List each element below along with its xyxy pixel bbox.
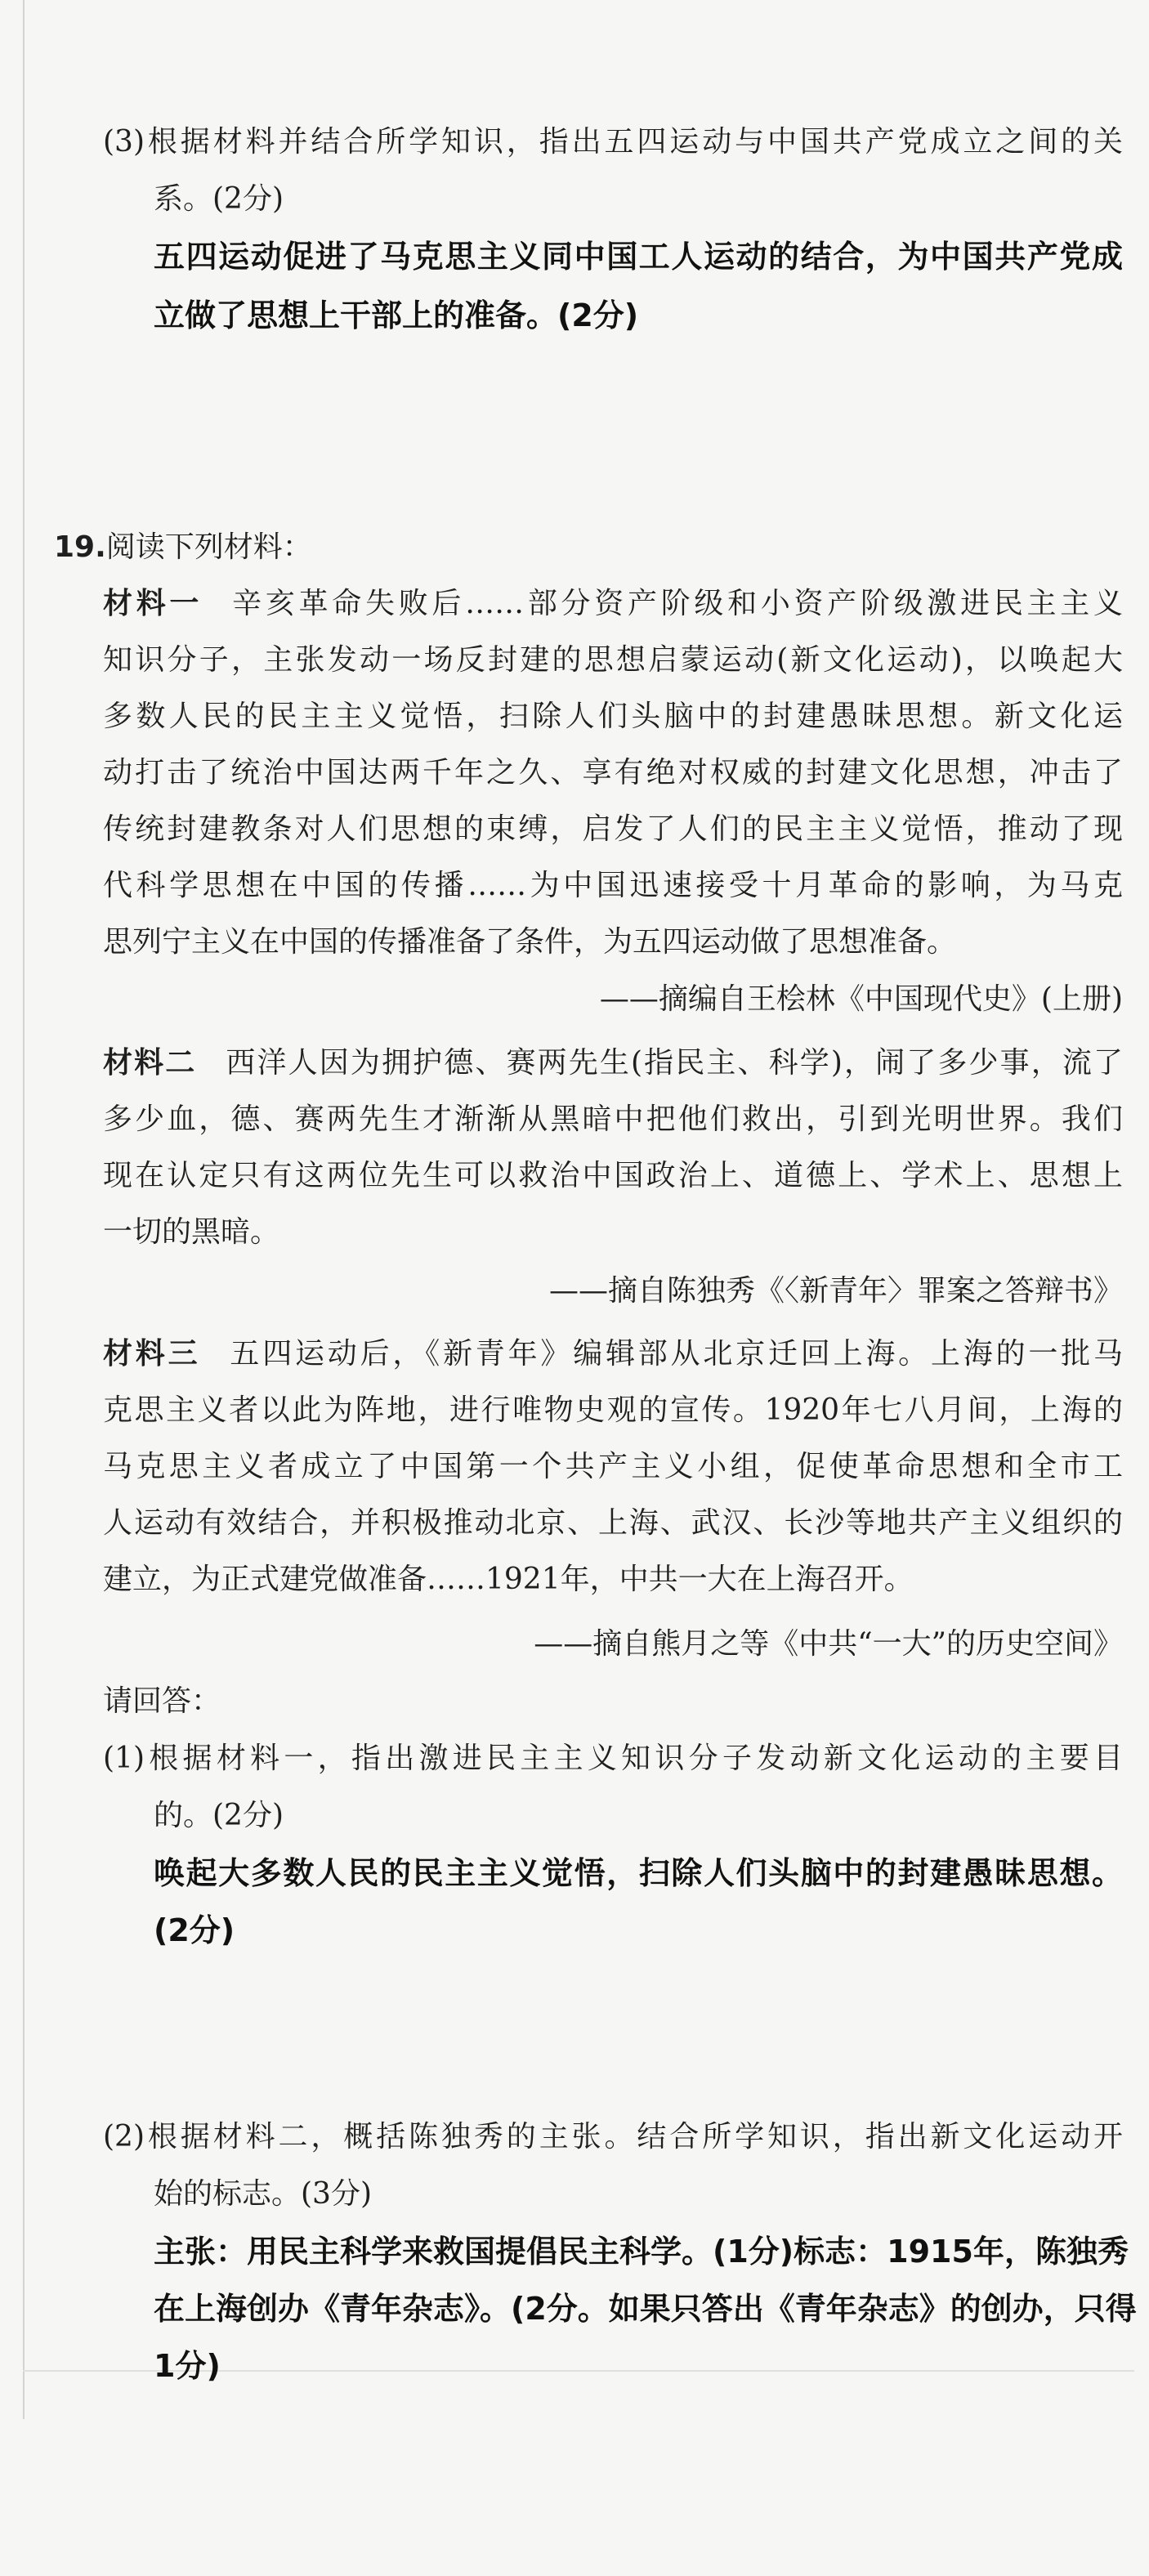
material-3-line-2: 克思主义者以此为阵地，进行唯物史观的宣传。1920年七八月间，上海的 xyxy=(103,1393,1123,1427)
material-1-line-1: 材料一 辛亥革命失败后……部分资产阶级和小资产阶级激进民主主义 xyxy=(103,587,1123,620)
material-2-source: ——摘自陈独秀《〈新青年〉罪案之答辩书》 xyxy=(548,1274,1123,1308)
material-2-line-4: 一切的黑暗。 xyxy=(103,1215,280,1249)
material-3-line-3: 马克思主义者成立了中国第一个共产主义小组，促使革命思想和全市工 xyxy=(103,1450,1123,1483)
q19-2-answer-line-2: 在上海创办《青年杂志》。(2分。如果只答出《青年杂志》的创办，只得 xyxy=(154,2291,1137,2327)
material-1-source: ——摘编自王桧林《中国现代史》(上册) xyxy=(599,982,1123,1016)
material-2-line-2: 多少血，德、赛两先生才渐渐从黑暗中把他们救出，引到光明世界。我们 xyxy=(103,1102,1123,1136)
q18-3-answer-line-1: 五四运动促进了马克思主义同中国工人运动的结合，为中国共产党成 xyxy=(154,239,1123,275)
q18-3-prompt-line-1: (3)根据材料并结合所学知识，指出五四运动与中国共产党成立之间的关 xyxy=(103,125,1123,159)
material-3-line-5: 建立，为正式建党做准备……1921年，中共一大在上海召开。 xyxy=(103,1563,914,1596)
material-1-line-7: 思列宁主义在中国的传播准备了条件，为五四运动做了思想准备。 xyxy=(103,925,957,959)
q19-2-prompt-line-2: 始的标志。(3分) xyxy=(154,2177,372,2211)
material-1-line-2: 知识分子，主张发动一场反封建的思想启蒙运动(新文化运动)，以唤起大 xyxy=(103,643,1123,677)
please-answer: 请回答： xyxy=(103,1684,221,1718)
material-3-line-4: 人运动有效结合，并积极推动北京、上海、武汉、长沙等地共产主义组织的 xyxy=(103,1506,1123,1540)
material-2-line-3: 现在认定只有这两位先生可以救治中国政治上、道德上、学术上、思想上 xyxy=(103,1159,1123,1192)
q19-intro: 阅读下列材料： xyxy=(105,530,312,564)
material-1-line-5: 传统封建教条对人们思想的束缚，启发了人们的民主主义觉悟，推动了现 xyxy=(103,812,1123,846)
q19-1-prompt-line-2: 的。(2分) xyxy=(154,1799,284,1832)
left-margin-rule xyxy=(23,0,25,2419)
question-number: 19. xyxy=(54,530,106,564)
q19-1-answer-line-1: 唤起大多数人民的民主主义觉悟，扫除人们头脑中的封建愚昧思想。 xyxy=(154,1855,1123,1891)
q19-2-prompt-line-1: (2)根据材料二，概括陈独秀的主张。结合所学知识，指出新文化运动开 xyxy=(103,2120,1123,2153)
q18-3-answer-line-2: 立做了思想上干部上的准备。(2分) xyxy=(154,297,639,333)
q19-2-answer-line-1: 主张：用民主科学来救国提倡民主科学。(1分)标志：1915年，陈独秀 xyxy=(154,2234,1129,2270)
material-1-label: 材料一 xyxy=(103,587,203,620)
material-2-label: 材料二 xyxy=(103,1046,197,1080)
material-1-line-4: 动打击了统治中国达两千年之久、享有绝对权威的封建文化思想，冲击了 xyxy=(103,756,1123,789)
q19-heading xyxy=(54,528,312,567)
q19-1-answer-line-2: (2分) xyxy=(154,1912,235,1948)
material-1-line-6: 代科学思想在中国的传播……为中国迅速接受十月革命的影响，为马克 xyxy=(103,869,1123,902)
q19-1-prompt-line-1: (1)根据材料一，指出激进民主主义知识分子发动新文化运动的主要目 xyxy=(103,1742,1123,1775)
q19-2-answer-line-3: 1分) xyxy=(154,2348,221,2384)
q18-3-prompt-line-2: 系。(2分) xyxy=(154,182,284,216)
material-3-label: 材料三 xyxy=(103,1337,201,1371)
material-3-source: ——摘自熊月之等《中共“一大”的历史空间》 xyxy=(534,1627,1123,1661)
material-2-line-1: 材料二 西洋人因为拥护德、赛两先生(指民主、科学)，闹了多少事，流了 xyxy=(103,1046,1123,1080)
material-1-line-3: 多数人民的民主主义觉悟，扫除人们头脑中的封建愚昧思想。新文化运 xyxy=(103,700,1123,733)
material-3-line-1: 材料三 五四运动后，《新青年》编辑部从北京迁回上海。上海的一批马 xyxy=(103,1337,1123,1371)
